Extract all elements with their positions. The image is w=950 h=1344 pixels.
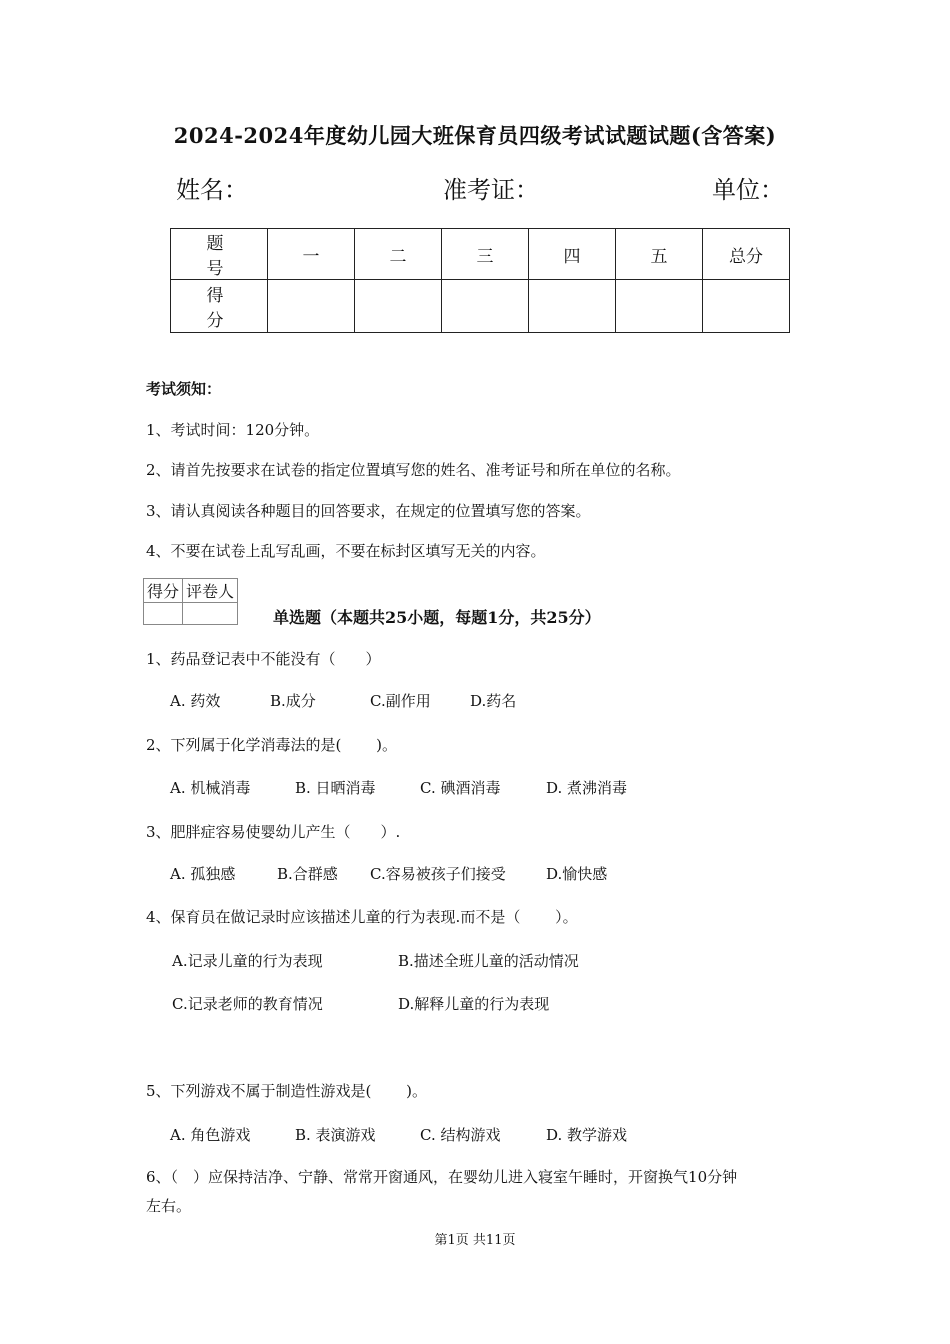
score-cell: 总分	[703, 229, 790, 280]
grader-score-cell[interactable]	[144, 603, 183, 625]
grader-name-label: 评卷人	[183, 579, 238, 603]
option[interactable]: C.容易被孩子们接受	[370, 865, 506, 883]
option[interactable]: B. 表演游戏	[295, 1126, 376, 1144]
option[interactable]: A.记录儿童的行为表现	[172, 952, 323, 970]
option[interactable]: C.记录老师的教育情况	[172, 995, 323, 1013]
score-cell[interactable]	[442, 280, 529, 333]
notice-item: 1、考试时间：120分钟。	[146, 421, 320, 439]
option[interactable]: D.愉快感	[546, 865, 608, 883]
score-cell: 四	[529, 229, 616, 280]
section-title: 单选题（本题共25小题，每题1分，共25分）	[273, 608, 601, 627]
score-cell[interactable]	[616, 280, 703, 333]
question-text: 6、（ ）应保持洁净、宁静、常常开窗通风，在婴幼儿进入寝室午睡时，开窗换气10分钟	[146, 1168, 738, 1186]
option[interactable]: D.药名	[470, 692, 517, 710]
score-table-header-row	[171, 229, 790, 280]
name-label: 姓名：	[176, 176, 248, 204]
option[interactable]: A. 角色游戏	[170, 1126, 251, 1144]
score-cell: 二	[355, 229, 442, 280]
grader-name-cell[interactable]	[183, 603, 238, 625]
score-cell[interactable]	[703, 280, 790, 333]
question-text: 1、药品登记表中不能没有（ ）	[146, 650, 381, 668]
option[interactable]: A. 药效	[170, 692, 221, 710]
question-text: 5、下列游戏不属于制造性游戏是( )。	[146, 1082, 428, 1100]
option[interactable]: B.描述全班儿童的活动情况	[398, 952, 579, 970]
score-cell[interactable]	[529, 280, 616, 333]
question-text-continued: 左右。	[146, 1197, 192, 1215]
grader-table	[143, 578, 238, 625]
option[interactable]: D. 煮沸消毒	[546, 779, 628, 797]
question-text: 3、肥胖症容易使婴幼儿产生（ ）.	[146, 823, 401, 841]
score-table-score-row	[171, 280, 790, 333]
document-title: 2024-2024年度幼儿园大班保育员四级考试试题试题(含答案)	[173, 123, 777, 148]
unit-label: 单位：	[712, 176, 784, 204]
grader-score-label: 得分	[144, 579, 183, 603]
notice-item: 2、请首先按要求在试卷的指定位置填写您的姓名、准考证号和所在单位的名称。	[146, 461, 681, 479]
page-footer: 第1页 共11页	[434, 1233, 516, 1248]
notice-heading: 考试须知：	[146, 380, 222, 398]
score-cell: 三	[442, 229, 529, 280]
score-table	[170, 228, 790, 333]
notice-item: 3、请认真阅读各种题目的回答要求，在规定的位置填写您的答案。	[146, 502, 591, 520]
option[interactable]: A. 机械消毒	[170, 779, 251, 797]
option[interactable]: C. 碘酒消毒	[420, 779, 501, 797]
score-cell[interactable]	[268, 280, 355, 333]
score-cell[interactable]	[355, 280, 442, 333]
option[interactable]: C.副作用	[370, 692, 431, 710]
score-cell: 得 分	[171, 280, 268, 333]
exam-number-label: 准考证：	[443, 176, 539, 204]
option[interactable]: B.合群感	[277, 865, 338, 883]
notice-item: 4、不要在试卷上乱写乱画，不要在标封区填写无关的内容。	[146, 542, 546, 560]
option[interactable]: A. 孤独感	[170, 865, 236, 883]
option[interactable]: B.成分	[270, 692, 316, 710]
option[interactable]: C. 结构游戏	[420, 1126, 501, 1144]
option[interactable]: B. 日晒消毒	[295, 779, 376, 797]
score-cell: 五	[616, 229, 703, 280]
score-cell: 题 号	[171, 229, 268, 280]
question-text: 4、保育员在做记录时应该描述儿童的行为表现.而不是（ ）。	[146, 908, 578, 926]
question-text: 2、下列属于化学消毒法的是( )。	[146, 736, 398, 754]
option[interactable]: D.解释儿童的行为表现	[398, 995, 550, 1013]
option[interactable]: D. 教学游戏	[546, 1126, 628, 1144]
score-cell: 一	[268, 229, 355, 280]
